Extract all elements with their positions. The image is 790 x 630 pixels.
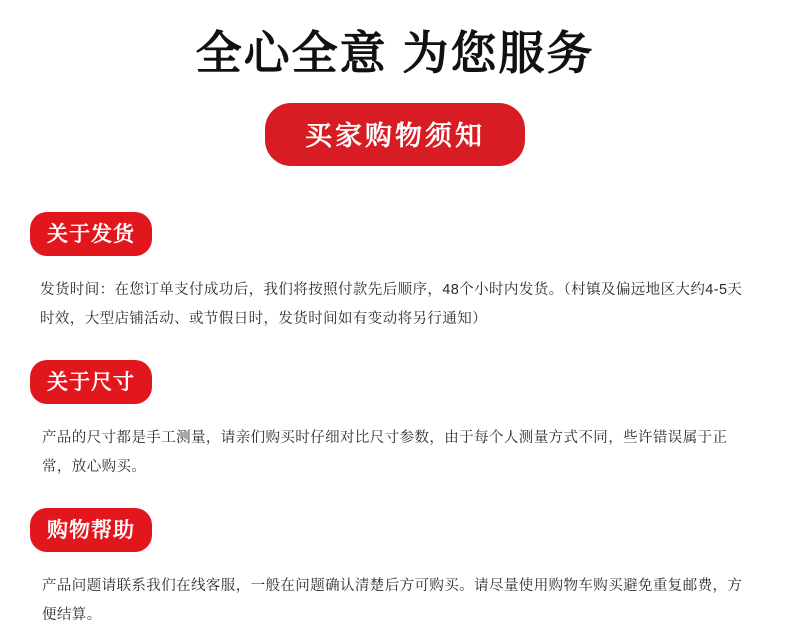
section-shipping-tag: 关于发货 — [30, 212, 152, 256]
section-help — [0, 508, 790, 630]
section-size-tag-wrap — [26, 360, 764, 404]
section-help-text: 产品问题请联系我们在线客服，一般在问题确认清楚后方可购买。请尽量使用购物车购买避免重复邮费，方便结算。 — [42, 578, 743, 624]
section-shipping-tag-wrap — [26, 212, 764, 256]
subtitle-banner — [0, 103, 790, 166]
section-help-tag: 购物帮助 — [30, 508, 152, 552]
section-size-tag: 关于尺寸 — [30, 360, 152, 404]
section-shipping-text: 发货时间：在您订单支付成功后，我们将按照付款先后顺序，48个小时内发货。（村镇及偏远地区大约4-5天时效，大型店铺活动、或节假日时，发货时间如有变动将另行通知） — [40, 282, 743, 328]
section-shipping — [0, 212, 790, 334]
page-title: 全心全意 为您服务 — [195, 27, 595, 79]
section-help-tag-wrap — [26, 508, 764, 552]
section-size-text: 产品的尺寸都是手工测量，请亲们购买时仔细对比尺寸参数，由于每个人测量方式不同，些许错误属于正常，放心购买。 — [42, 430, 728, 476]
subtitle-pill: 买家购物须知 — [265, 103, 525, 166]
section-size — [0, 360, 790, 482]
